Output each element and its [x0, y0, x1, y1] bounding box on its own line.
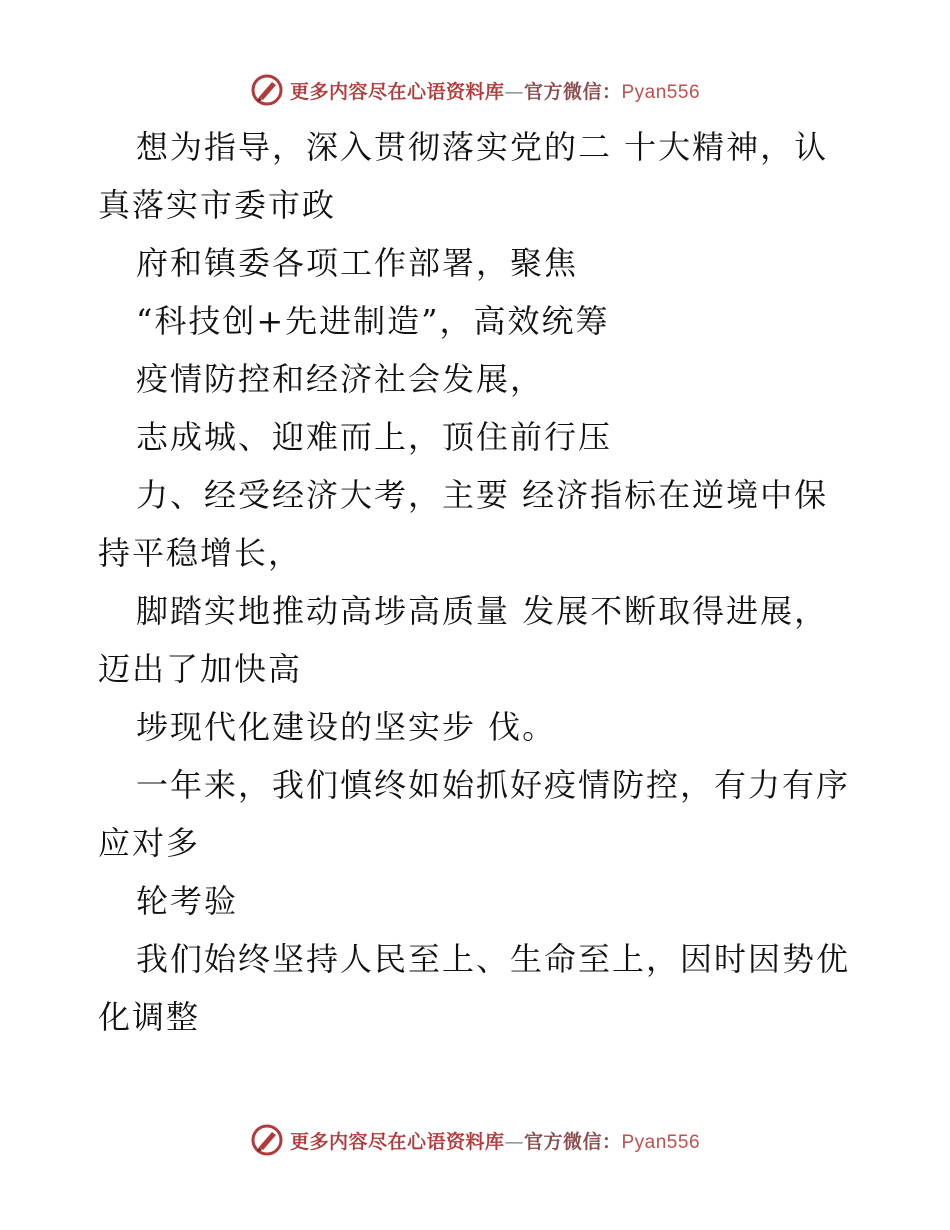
paragraph: 想为指导，深入贯彻落实党的二 十大精神，认真落实市委市政 — [98, 128, 829, 224]
header-watermark — [0, 70, 950, 110]
paragraph: 一年来，我们慎终如始抓好疫情防控，有力有序应对多 — [98, 766, 851, 862]
paragraph: 府和镇委各项工作部署，聚焦 — [136, 244, 579, 282]
watermark-text: 更多内容尽在心语资料库—官方微信：Pyan556 — [289, 1130, 701, 1153]
paragraph: 志成城、迎难而上，顶住前行压 — [136, 418, 613, 456]
footer-watermark — [0, 1120, 950, 1160]
paragraph: 疫情防控和经济社会发展， — [136, 360, 545, 398]
watermark-text: 更多内容尽在心语资料库—官方微信：Pyan556 — [289, 80, 701, 103]
paragraph: 力、经受经济大考，主要 经济指标在逆境中保持平稳增长， — [98, 476, 829, 572]
paragraph: 埗现代化建设的坚实步 伐。 — [136, 708, 557, 746]
paragraph: 轮考验 — [136, 882, 239, 920]
paragraph: 我们始终坚持人民至上、生命至上，因时因势优化调整 — [98, 940, 851, 1036]
pen-logo-icon — [250, 73, 284, 107]
paragraph: “科技创+先进制造”，高效统筹 — [136, 302, 610, 340]
pen-logo-icon — [250, 1123, 284, 1157]
paragraph: 脚踏实地推动高埗高质量 发展不断取得进展，迈出了加快高 — [98, 592, 829, 688]
document-body — [98, 118, 858, 1046]
